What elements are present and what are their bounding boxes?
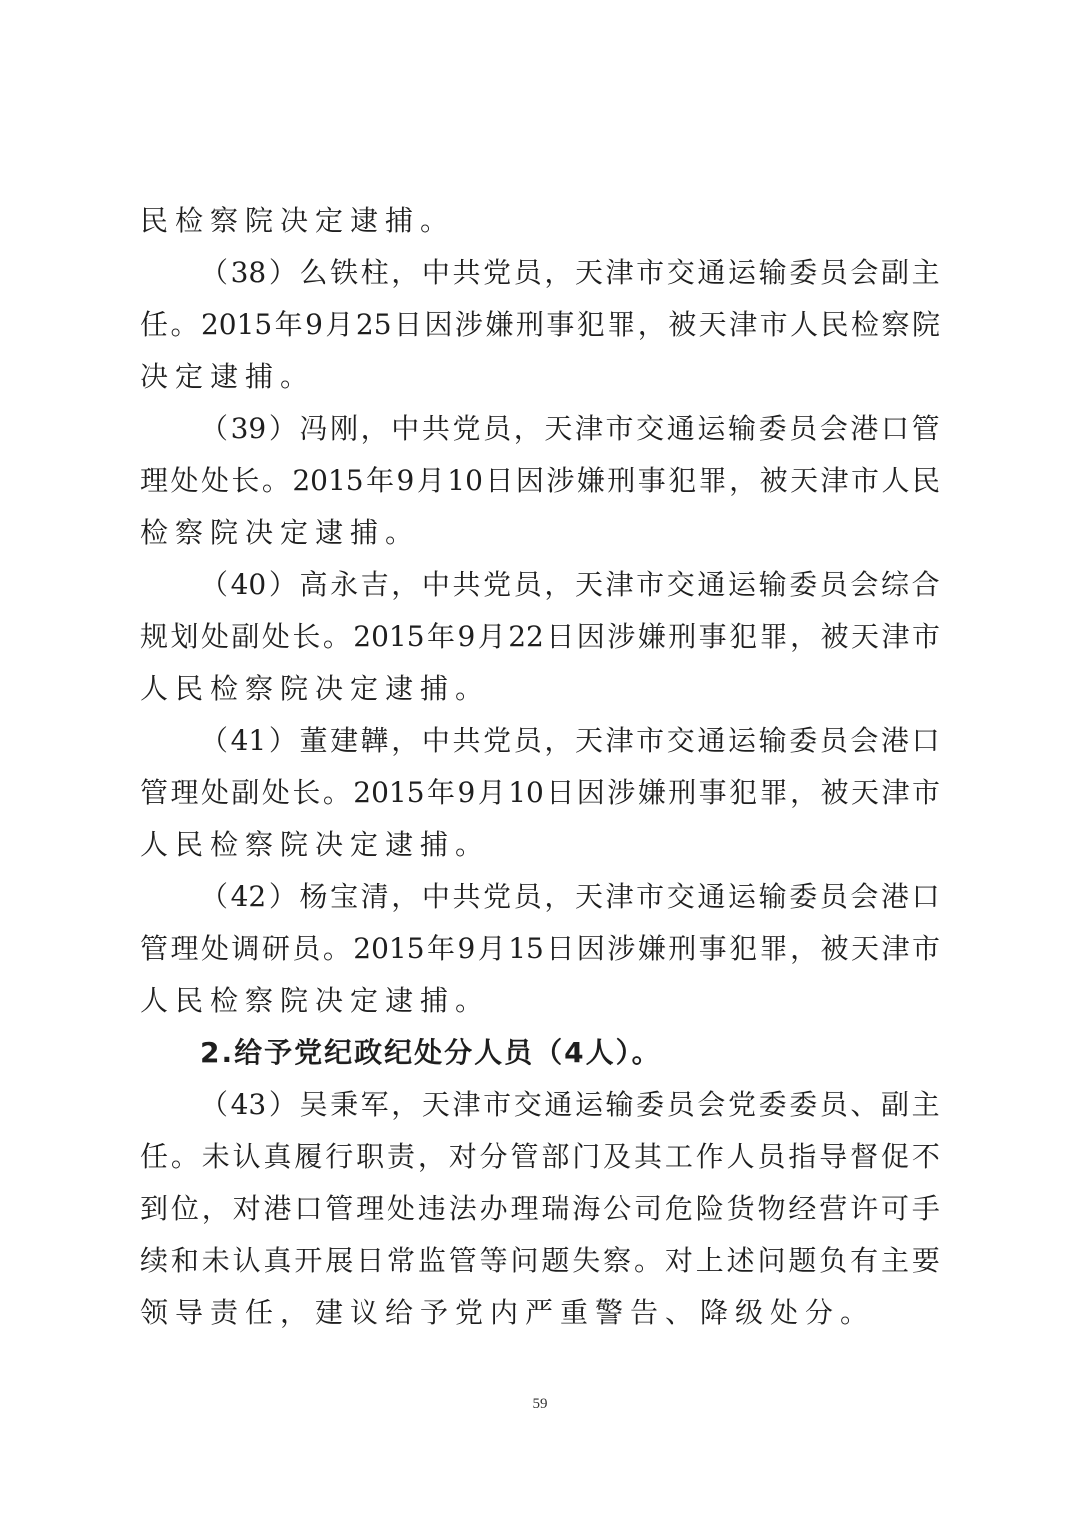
text-line: 到 位 ， 对 港 口 管 理 处 违 法 办 理 瑞 海 公 司 危 险 货 物 经 营 许 可 手	[140, 1192, 940, 1225]
text-line: 理 处 处 长 。 2015 年 9 月 10 日 因 涉 嫌 刑 事 犯 罪 ， 被 天 津 市 人 民	[140, 464, 940, 497]
text-line: （ 40 ） 高 永 吉 ， 中 共 党 员 ， 天 津 市 交 通 运 输 委 员 会 综 合	[200, 568, 940, 601]
document-body	[140, 195, 940, 1339]
text-line: 领导责任，建议给予党内严重警告、降级处分。	[140, 1296, 876, 1329]
text-line: （ 38 ） 么 铁 柱 ， 中 共 党 员 ， 天 津 市 交 通 运 输 委 员 会 副 主	[200, 256, 940, 289]
text-line: （ 41 ） 董 建 韡 ， 中 共 党 员 ， 天 津 市 交 通 运 输 委 员 会 港 口	[200, 724, 940, 757]
text-line: 规 划 处 副 处 长 。 2015 年 9 月 22 日 因 涉 嫌 刑 事 犯 罪 ， 被 天 津 市	[140, 620, 940, 653]
text-line: 任 。 未 认 真 履 行 职 责 ， 对 分 管 部 门 及 其 工 作 人 员 指 导 督 促 不	[140, 1140, 940, 1173]
text-line: 人民检察院决定逮捕。	[140, 672, 491, 705]
text-line: （ 39 ） 冯 刚 ， 中 共 党 员 ， 天 津 市 交 通 运 输 委 员 会 港 口 管	[200, 412, 940, 445]
text-line: 决定逮捕。	[140, 360, 316, 393]
text-line: 民检察院决定逮捕。	[140, 204, 456, 237]
text-line: （ 42 ） 杨 宝 清 ， 中 共 党 员 ， 天 津 市 交 通 运 输 委 员 会 港 口	[200, 880, 940, 913]
text-line: 管 理 处 副 处 长 。 2015 年 9 月 10 日 因 涉 嫌 刑 事 犯 罪 ， 被 天 津 市	[140, 776, 940, 809]
text-line: （ 43 ） 吴 秉 军 ， 天 津 市 交 通 运 输 委 员 会 党 委 委 员 、 副 主	[200, 1088, 940, 1121]
text-line: 管 理 处 调 研 员 。 2015 年 9 月 15 日 因 涉 嫌 刑 事 犯 罪 ， 被 天 津 市	[140, 932, 940, 965]
text-line: 任 。 2015 年 9 月 25 日 因 涉 嫌 刑 事 犯 罪 ， 被 天 津 市 人 民 检 察 院	[140, 308, 940, 341]
text-line: 人民检察院决定逮捕。	[140, 984, 491, 1017]
page-number: 59	[532, 1396, 548, 1412]
text-line: 检察院决定逮捕。	[140, 516, 421, 549]
text-line: 续 和 未 认 真 开 展 日 常 监 管 等 问 题 失 察 。 对 上 述 问 题 负 有 主 要	[140, 1244, 940, 1277]
text-line: 2.给予党纪政纪处分人员（4人）。	[200, 1036, 662, 1069]
text-line: 人民检察院决定逮捕。	[140, 828, 491, 861]
